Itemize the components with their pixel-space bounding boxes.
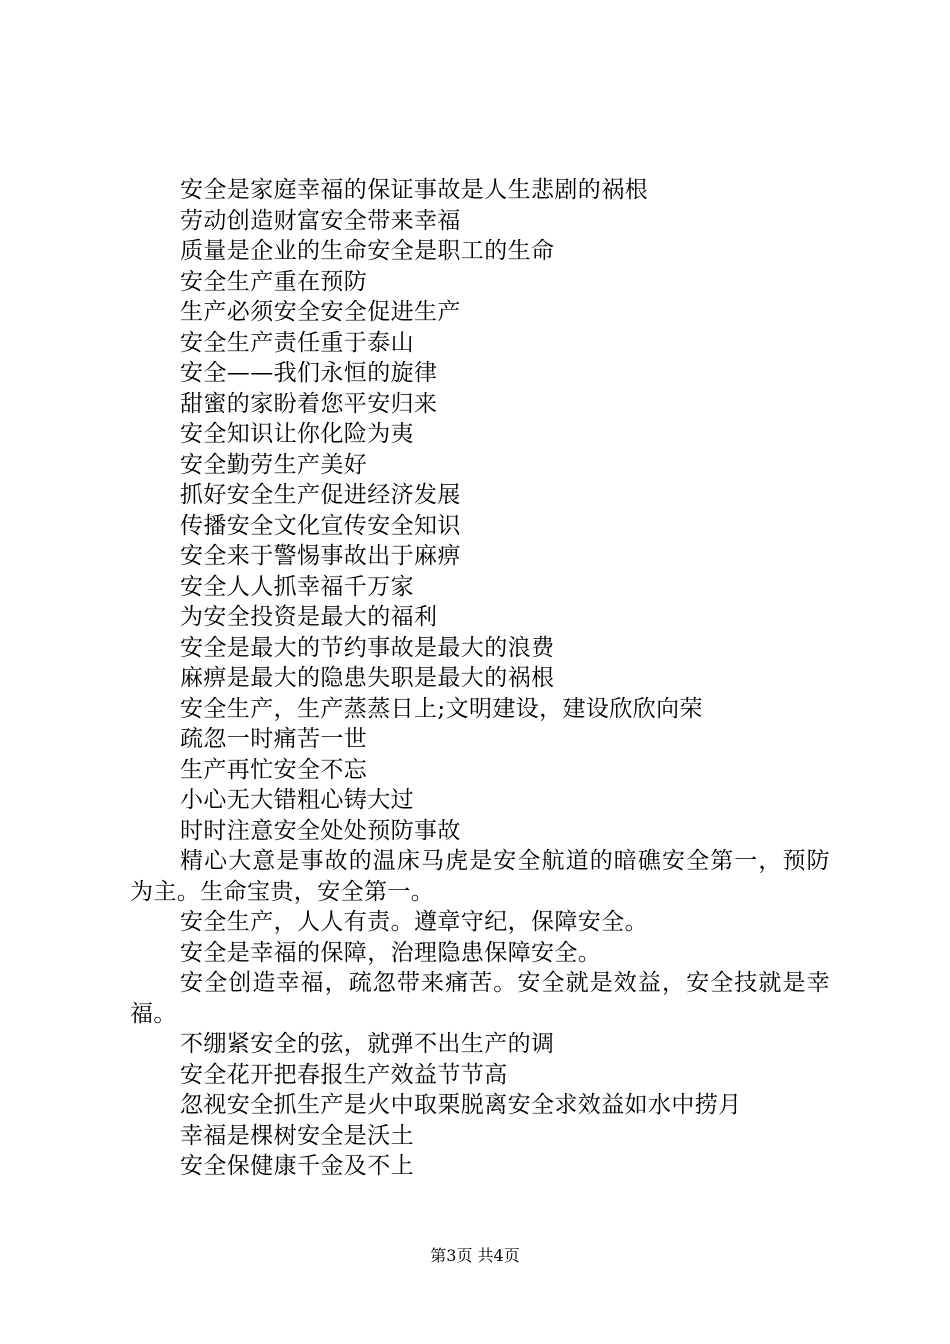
slogan-paragraph: 精心大意是事故的温床马虎是安全航道的暗礁安全第一，预防为主。生命宝贵，安全第一。 bbox=[130, 848, 830, 905]
slogan-line: 疏忽一时痛苦一世 bbox=[180, 726, 368, 752]
slogan-line: 忽视安全抓生产是火中取栗脱离安全求效益如水中捞月 bbox=[180, 1092, 742, 1118]
slogan-line: 安全勤劳生产美好 bbox=[180, 451, 368, 478]
slogan-line: 安全来于警惕事故出于麻痹 bbox=[180, 543, 461, 569]
slogan-line: 安全保健康千金及不上 bbox=[180, 1153, 414, 1179]
slogan-line: 安全花开把春报生产效益节节高 bbox=[180, 1061, 508, 1088]
slogan-line: 质量是企业的生命安全是职工的生命 bbox=[180, 238, 555, 264]
slogan-line: 抓好安全生产促进经济发展 bbox=[180, 482, 461, 508]
slogan-line: 安全生产，生产蒸蒸日上;文明建设，建设欣欣向荣 bbox=[180, 695, 703, 722]
slogan-line: 麻痹是最大的隐患失职是最大的祸根 bbox=[180, 665, 555, 691]
slogan-line: 安全生产重在预防 bbox=[180, 268, 368, 295]
slogan-line: 安全生产，人人有责。遵章守纪，保障安全。 bbox=[180, 909, 648, 935]
slogan-line: 时时注意安全处处预防事故 bbox=[180, 817, 461, 844]
slogan-line: 安全知识让你化险为夷 bbox=[180, 421, 414, 447]
slogan-line: 安全是幸福的保障，治理隐患保障安全。 bbox=[180, 939, 602, 966]
slogan-line: 安全人人抓幸福千万家 bbox=[180, 573, 414, 600]
slogan-line: 安全生产责任重于泰山 bbox=[180, 329, 414, 356]
slogan-list bbox=[130, 175, 830, 1182]
slogan-paragraph: 安全创造幸福，疏忽带来痛苦。安全就是效益，安全技就是幸福。 bbox=[130, 970, 830, 1027]
slogan-line: 甜蜜的家盼着您平安归来 bbox=[180, 390, 438, 417]
slogan-line: 安全是家庭幸福的保证事故是人生悲剧的祸根 bbox=[180, 177, 648, 203]
slogan-line: 劳动创造财富安全带来幸福 bbox=[180, 207, 461, 234]
slogan-line: 安全是最大的节约事故是最大的浪费 bbox=[180, 634, 555, 661]
slogan-line: 不绷紧安全的弦，就弹不出生产的调 bbox=[180, 1031, 555, 1057]
slogan-line: 生产再忙安全不忘 bbox=[180, 756, 368, 783]
slogan-line: 小心无大错粗心铸大过 bbox=[180, 787, 414, 813]
slogan-line: 为安全投资是最大的福利 bbox=[180, 604, 438, 630]
slogan-line: 传播安全文化宣传安全知识 bbox=[180, 512, 461, 539]
page-footer: 第3页 共4页 bbox=[430, 1246, 520, 1265]
slogan-line: 幸福是棵树安全是沃土 bbox=[180, 1122, 414, 1149]
slogan-line: 生产必须安全安全促进生产 bbox=[180, 299, 461, 325]
slogan-line: 安全——我们永恒的旋律 bbox=[180, 360, 438, 386]
